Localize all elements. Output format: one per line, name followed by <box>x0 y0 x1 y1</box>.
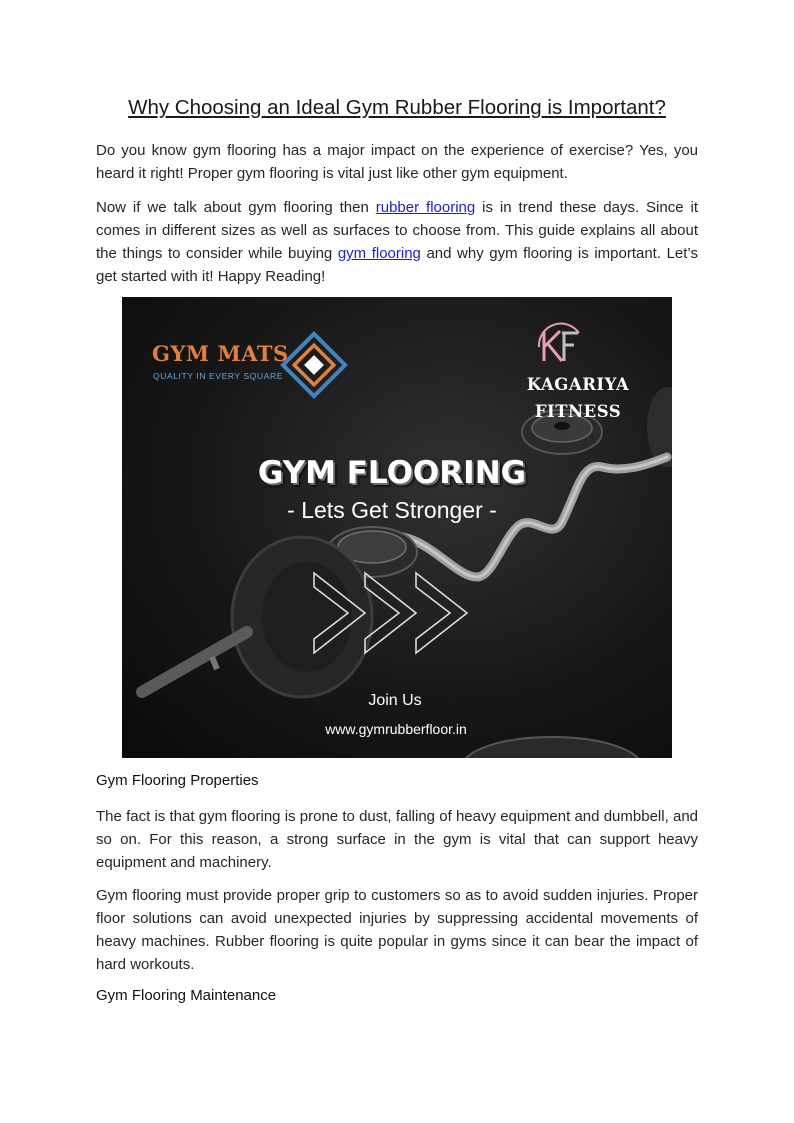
intro-text: Now if we talk about gym flooring then <box>96 199 376 216</box>
join-us-cta: Join Us <box>368 692 422 709</box>
gym-mats-tagline: QUALITY IN EVERY SQUARE <box>153 371 284 381</box>
banner-headline: GYM FLOORING <box>257 455 527 491</box>
gym-flooring-link[interactable]: gym flooring <box>337 245 421 262</box>
rubber-flooring-link[interactable]: rubber flooring <box>375 199 476 216</box>
page-title: Why Choosing an Ideal Gym Rubber Flooring is Important? <box>128 96 666 119</box>
intro-text: is in trend these days. Since it comes in different sizes as well as surfaces to choose from. This guide explains all about the things to consider while buying <box>96 199 699 262</box>
brand-line-2: FITNESS <box>534 402 622 421</box>
properties-paragraph-2: Gym flooring must provide proper grip to customers so as to avoid sudden injuries. Proper floor solutions can avoid unexpected injuries by suppressing accidental movements of heavy machines. Rubber flooring is quite popular in gyms since it can bear the impact of hard workouts. <box>96 887 698 973</box>
website-url: www.gymrubberfloor.in <box>325 721 467 737</box>
section-heading-maintenance: Gym Flooring Maintenance <box>96 987 277 1004</box>
intro-text: and why gym flooring is important. Let’s get started with it! Happy Reading! <box>96 245 698 285</box>
section-heading-properties: Gym Flooring Properties <box>96 772 259 789</box>
intro-paragraph-2 <box>96 196 698 288</box>
kagariya-fitness-name <box>498 371 658 425</box>
gym-flooring-banner <box>122 297 672 758</box>
properties-paragraph-1: The fact is that gym flooring is prone to dust, falling of heavy equipment and dumbbell, and so on. For this reason, a strong surface in the gym is vital that can support heavy equipment and machinery. <box>96 808 698 871</box>
gym-mats-logo-title: GYM MATS <box>152 341 289 366</box>
kagariya-fitness-logo-icon <box>534 319 584 365</box>
barbell-illustration <box>122 297 672 758</box>
intro-paragraph-1: Do you know gym flooring has a major impact on the experience of exercise? Yes, you heard it right! Proper gym flooring is vital just like other gym equipment. <box>96 142 698 182</box>
brand-line-1: KAGARIYA <box>526 375 630 394</box>
banner-subheadline: - Lets Get Stronger - <box>287 497 497 523</box>
